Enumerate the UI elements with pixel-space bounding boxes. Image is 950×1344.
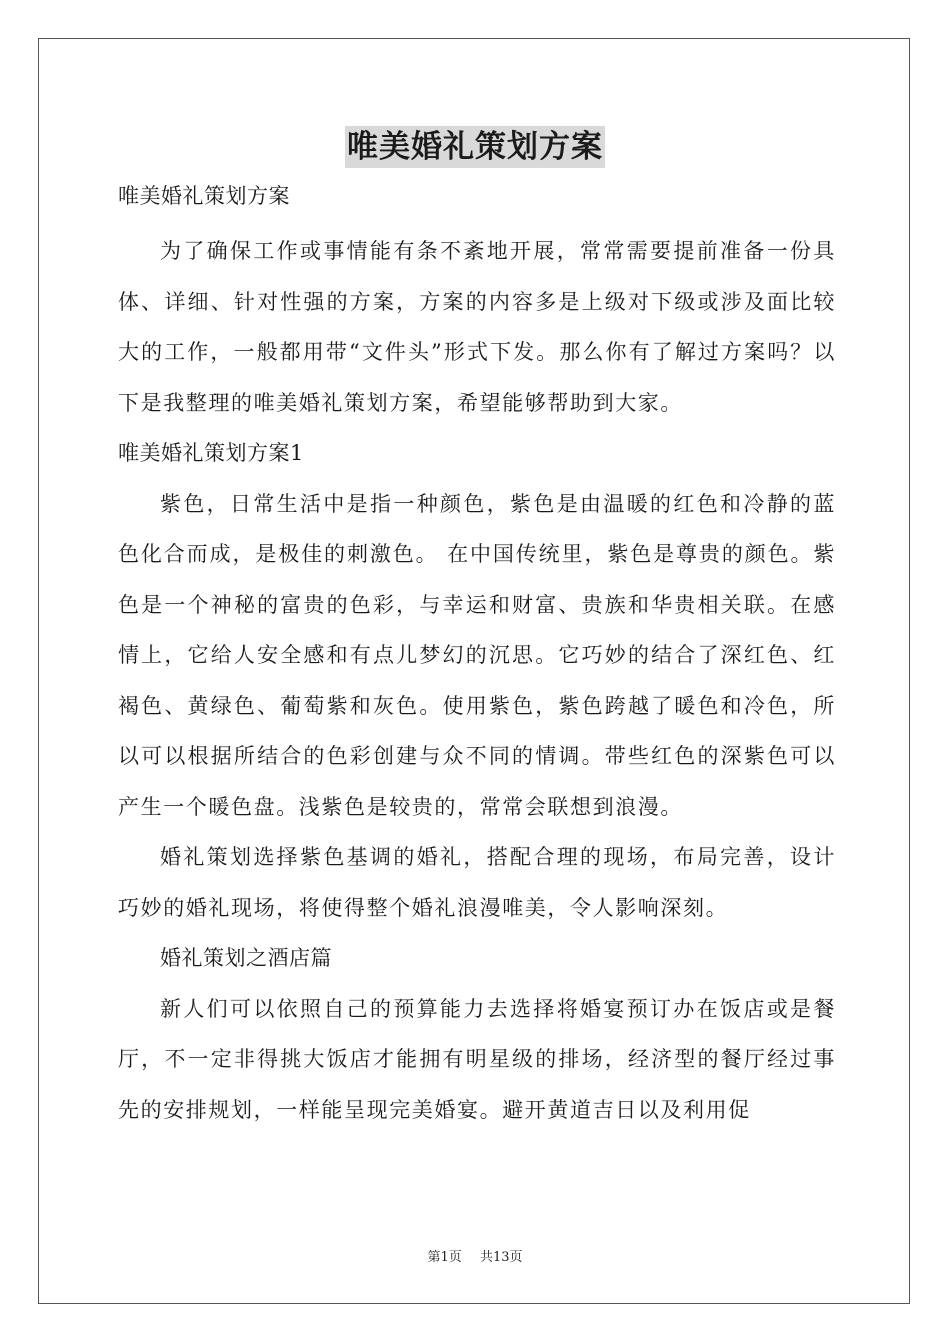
document-subtitle: 唯美婚礼策划方案 xyxy=(118,184,290,208)
document-body xyxy=(118,176,836,1135)
page-footer xyxy=(0,1246,950,1265)
title-wrap xyxy=(0,126,950,168)
section-heading: 唯美婚礼策划方案1 xyxy=(118,441,304,465)
intro-paragraph: 为了确保工作或事情能有条不紊地开展，常常需要提前准备一份具体、详细、针对性强的方案，方案的内容多是上级对下级或涉及面比较大的工作，一般都用带“文件头”形式下发。那么你有了解过方案吗？以下是我整理的唯美婚礼策划方案，希望能够帮助到大家。 xyxy=(118,239,836,415)
page-total: 共13页 xyxy=(479,1250,523,1265)
paragraph-purple: 紫色，日常生活中是指一种颜色，紫色是由温暖的红色和冷静的蓝色化合而成，是极佳的刺激色。 在中国传统里，紫色是尊贵的颜色。紫色是一个神秘的富贵的色彩，与幸运和财富、贵族和华贵相关联。在感情上，它给人安全感和有点儿梦幻的沉思。它巧妙的结合了深红色、红褐色、黄绿色、葡萄紫和灰色。使用紫色，紫色跨越了暖色和冷色，所以可以根据所结合的色彩创建与众不同的情调。带些红色的深紫色可以产生一个暖色盘。浅紫色是较贵的，常常会联想到浪漫。 xyxy=(118,491,836,819)
paragraph-planning: 婚礼策划选择紫色基调的婚礼，搭配合理的现场，布局完善，设计巧妙的婚礼现场，将使得整个婚礼浪漫唯美，令人影响深刻。 xyxy=(118,845,836,920)
page-number: 第1页 xyxy=(427,1250,462,1265)
document-title: 唯美婚礼策划方案 xyxy=(345,126,605,168)
paragraph-hotel: 新人们可以依照自己的预算能力去选择将婚宴预订办在饭店或是餐厅，不一定非得挑大饭店才能拥有明星级的排场，经济型的餐厅经过事先的安排规划，一样能呈现完美婚宴。避开黄道吉日以及利用促 xyxy=(118,996,836,1122)
subheading-hotel: 婚礼策划之酒店篇 xyxy=(160,946,332,970)
